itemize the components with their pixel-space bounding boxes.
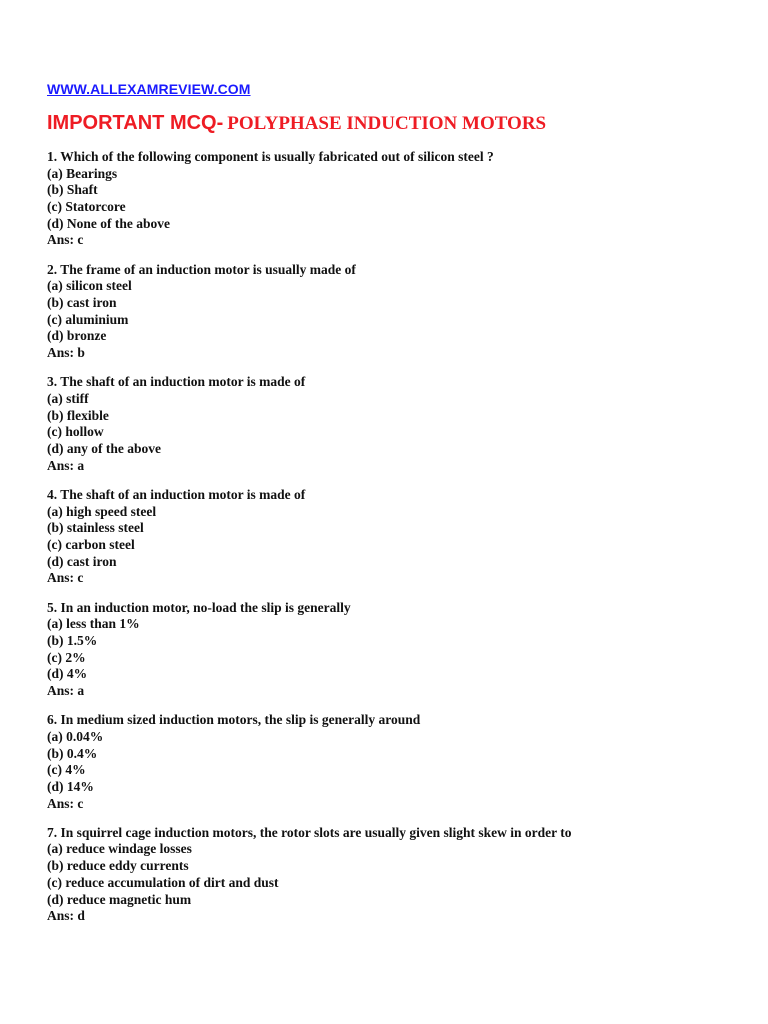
option-a: (a) Bearings: [47, 165, 118, 181]
question-block: [47, 825, 747, 925]
option-b: (b) 0.4%: [47, 745, 98, 761]
option-c: (c) hollow: [47, 424, 104, 440]
option-a: (a) high speed steel: [47, 503, 157, 519]
question-text: 2. The frame of an induction motor is usually made of: [47, 261, 356, 277]
option-c: (c) 2%: [47, 649, 86, 665]
option-a: (a) stiff: [47, 390, 89, 406]
question-block: [47, 262, 747, 362]
option-c: (c) Statorcore: [47, 199, 126, 215]
option-d: (d) cast iron: [47, 553, 117, 569]
question-text: 6. In medium sized induction motors, the slip is generally around: [47, 712, 421, 728]
option-c: (c) carbon steel: [47, 536, 135, 552]
option-a: (a) silicon steel: [47, 278, 132, 294]
option-c: (c) aluminium: [47, 311, 129, 327]
question-text: 4. The shaft of an induction motor is made of: [47, 486, 306, 502]
option-b: (b) 1.5%: [47, 632, 98, 648]
website-link[interactable]: WWW.ALLEXAMREVIEW.COM: [47, 81, 251, 97]
title-prefix: IMPORTANT MCQ-: [47, 112, 224, 134]
option-b: (b) cast iron: [47, 295, 117, 310]
option-d: (d) 4%: [47, 666, 88, 682]
option-a: (a) 0.04%: [47, 728, 104, 744]
option-d: (d) None of the above: [47, 215, 170, 231]
answer-text: Ans: a: [47, 457, 85, 473]
answer-text: Ans: a: [47, 682, 85, 698]
question-block: [47, 149, 747, 249]
answer-text: Ans: b: [47, 345, 85, 361]
question-block: [47, 600, 747, 700]
option-d: (d) any of the above: [47, 441, 161, 456]
title-topic: POLYPHASE INDUCTION MOTORS: [227, 113, 547, 134]
option-c: (c) 4%: [47, 762, 86, 778]
answer-text: Ans: d: [47, 908, 85, 924]
option-c: (c) reduce accumulation of dirt and dust: [47, 874, 279, 890]
option-b: (b) flexible: [47, 407, 109, 423]
question-text: 7. In squirrel cage induction motors, the rotor slots are usually given slight skew in order to: [47, 824, 572, 840]
answer-text: Ans: c: [47, 232, 84, 248]
option-b: (b) stainless steel: [47, 520, 144, 536]
option-d: (d) reduce magnetic hum: [47, 891, 192, 907]
option-d: (d) bronze: [47, 328, 107, 344]
question-text: 3. The shaft of an induction motor is made of: [47, 374, 306, 390]
page-title: [47, 112, 546, 135]
question-block: [47, 374, 747, 474]
question-text: 1. Which of the following component is usually fabricated out of silicon steel ?: [47, 149, 494, 164]
question-text: 5. In an induction motor, no-load the slip is generally: [47, 599, 351, 615]
question-block: [47, 712, 747, 812]
option-b: (b) reduce eddy currents: [47, 858, 189, 874]
option-b: (b) Shaft: [47, 182, 98, 198]
question-block: [47, 487, 747, 587]
option-a: (a) less than 1%: [47, 616, 140, 632]
answer-text: Ans: c: [47, 795, 84, 811]
option-a: (a) reduce windage losses: [47, 841, 192, 857]
option-d: (d) 14%: [47, 778, 94, 794]
question-list: [47, 149, 747, 937]
answer-text: Ans: c: [47, 570, 84, 586]
